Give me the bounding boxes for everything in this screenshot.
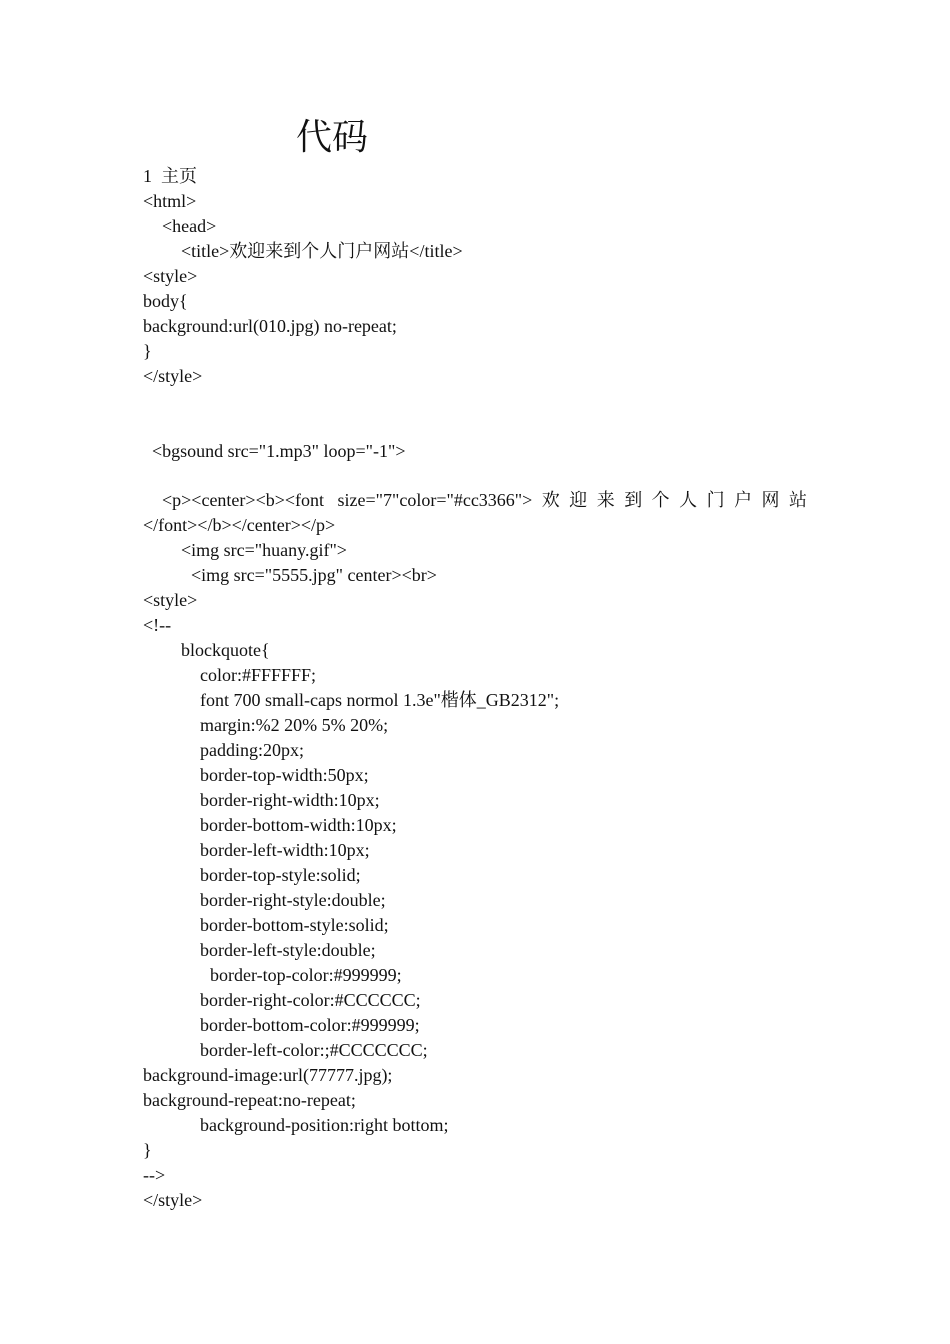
code-line: body{	[143, 291, 188, 311]
spaced-char: 站	[789, 490, 807, 510]
code-line: <style>	[143, 590, 198, 610]
code-line: border-left-color:;#CCCCCCC;	[200, 1040, 428, 1060]
code-line: -->	[143, 1165, 166, 1185]
code-line: </font></b></center></p>	[143, 515, 336, 535]
code-line: <style>	[143, 266, 198, 286]
code-line: <html>	[143, 191, 197, 211]
code-line: <title>欢迎来到个人门户网站</title>	[181, 241, 463, 261]
code-line: </style>	[143, 1190, 203, 1210]
code-line: <bgsound src="1.mp3" loop="-1">	[152, 441, 406, 461]
spaced-char: 人	[679, 490, 698, 510]
code-line: border-left-style:double;	[200, 940, 376, 960]
spaced-char: 欢	[541, 490, 560, 510]
code-line: background-position:right bottom;	[200, 1115, 449, 1135]
code-line: border-bottom-width:10px;	[200, 815, 397, 835]
code-line: border-left-width:10px;	[200, 840, 370, 860]
code-line: padding:20px;	[200, 740, 304, 760]
document-title: 代码	[296, 117, 369, 158]
spaced-char: 迎	[569, 490, 588, 510]
code-line-justified	[162, 488, 807, 513]
code-line: }	[143, 1140, 152, 1160]
code-segment: <p><center><b><font size="7"color="#cc3366">	[162, 490, 533, 510]
code-line: <img src="5555.jpg" center><br>	[191, 565, 437, 585]
code-line: </style>	[143, 366, 203, 386]
code-line: border-bottom-color:#999999;	[200, 1015, 420, 1035]
section-heading: 1 主页	[143, 166, 197, 186]
code-line: background-image:url(77777.jpg);	[143, 1065, 393, 1085]
code-line: <!--	[143, 615, 172, 635]
code-line: background-repeat:no-repeat;	[143, 1090, 356, 1110]
spaced-char: 个	[651, 490, 670, 510]
code-line: border-top-style:solid;	[200, 865, 361, 885]
code-line: <img src="huany.gif">	[181, 540, 347, 560]
spaced-char: 来	[596, 490, 615, 510]
code-line: border-right-width:10px;	[200, 790, 380, 810]
code-line: border-right-style:double;	[200, 890, 386, 910]
code-line: border-right-color:#CCCCCC;	[200, 990, 421, 1010]
code-line: border-top-width:50px;	[200, 765, 369, 785]
code-line: background:url(010.jpg) no-repeat;	[143, 316, 397, 336]
code-line: }	[143, 341, 152, 361]
code-line: border-bottom-style:solid;	[200, 915, 389, 935]
spaced-char: 门	[706, 490, 725, 510]
code-line: margin:%2 20% 5% 20%;	[200, 715, 389, 735]
code-line: color:#FFFFFF;	[200, 665, 317, 685]
code-line: <head>	[162, 216, 217, 236]
spaced-char: 户	[734, 490, 753, 510]
code-line: border-top-color:#999999;	[210, 965, 402, 985]
spaced-char: 网	[761, 490, 780, 510]
code-line: blockquote{	[181, 640, 270, 660]
spaced-char: 到	[624, 490, 643, 510]
code-line: font 700 small-caps normol 1.3e"楷体_GB2312";	[200, 690, 560, 710]
